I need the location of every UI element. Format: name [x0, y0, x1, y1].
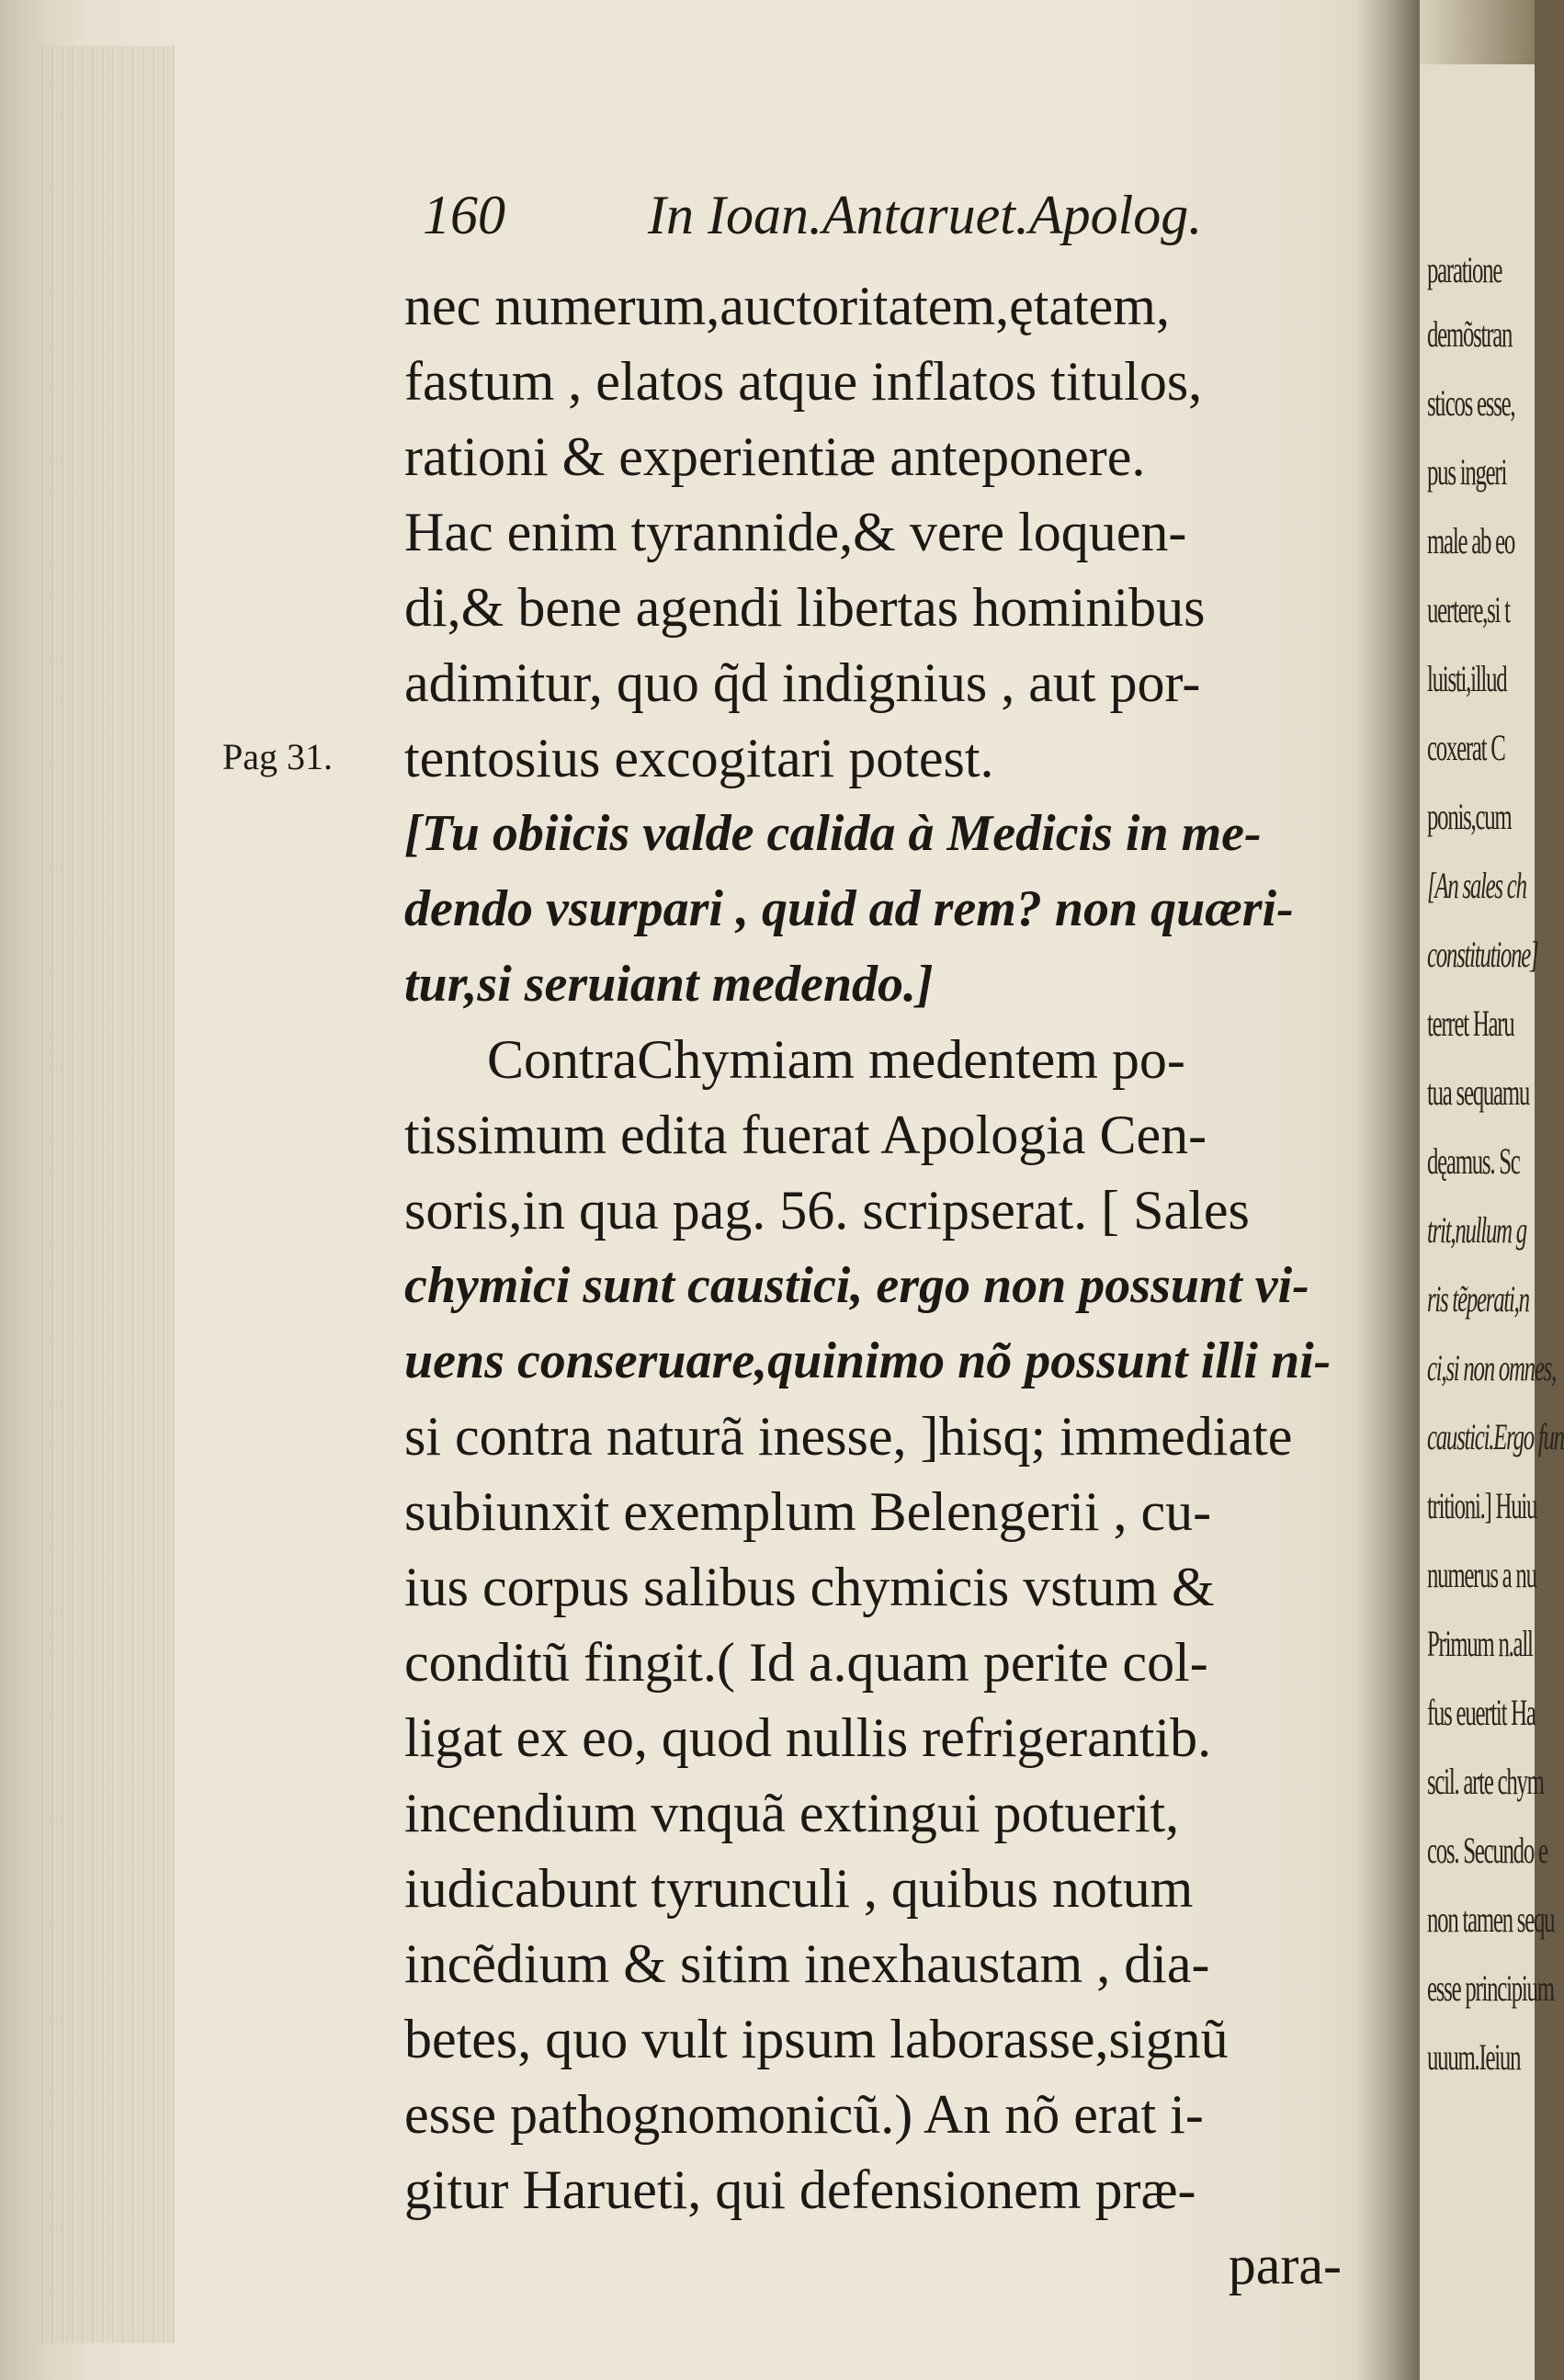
- facing-line: demõstran: [1427, 313, 1513, 355]
- running-title: In Ioan.Antaruet.Apolog.: [648, 185, 1203, 245]
- text-line: Hac enim tyrannide,& vere loquen-: [404, 502, 1187, 562]
- facing-line: numerus a nu: [1427, 1554, 1536, 1595]
- facing-line: [An sales ch: [1427, 865, 1526, 906]
- page-edges: [37, 46, 175, 2343]
- quoted-line: [Tu obiicis valde calida à Medicis in me-: [404, 805, 1262, 862]
- facing-line: uertere,si t: [1427, 589, 1510, 630]
- facing-line: dęamus. Sc: [1427, 1140, 1520, 1182]
- facing-line: trit,nullum g: [1427, 1209, 1526, 1251]
- page-number: 160: [423, 185, 505, 245]
- facing-line: ris tẽperati,n: [1427, 1278, 1529, 1320]
- facing-line: fus euertit Ha: [1427, 1692, 1536, 1733]
- margin-note: Pag 31.: [222, 736, 333, 777]
- facing-line: uuum.Ieiun: [1427, 2036, 1521, 2078]
- facing-line: pus ingeri: [1427, 451, 1507, 493]
- text-line: incendium vnquã extingui potuerit,: [404, 1783, 1180, 1843]
- text-line: iudicabunt tyrunculi , quibus notum: [404, 1858, 1194, 1919]
- facing-line: luisti,illud: [1427, 658, 1507, 699]
- facing-line: constitutione]: [1427, 934, 1538, 975]
- text-line: si contra naturã inesse, ]hisq; immediate: [404, 1406, 1293, 1467]
- facing-line: esse principium: [1427, 1967, 1554, 2009]
- text-line: conditũ fingit.( Id a.quam perite col-: [404, 1632, 1208, 1693]
- text-line: ius corpus salibus chymicis vstum &: [404, 1557, 1215, 1617]
- text-line: fastum , elatos atque inflatos titulos,: [404, 351, 1203, 412]
- facing-line: ci,si non omnes,: [1427, 1347, 1556, 1388]
- text-line: tentosius excogitari potest.: [404, 728, 994, 788]
- text-line: esse pathognomonicũ.) An nõ erat i-: [404, 2084, 1204, 2145]
- text-line: rationi & experientiæ anteponere.: [404, 426, 1146, 487]
- quoted-line: tur,si seruiant medendo.]: [404, 956, 934, 1013]
- text-line: ligat ex eo, quod nullis refrigerantib.: [404, 1707, 1212, 1768]
- quoted-line: chymici sunt caustici, ergo non possunt vi-: [404, 1257, 1309, 1314]
- body-text: [404, 268, 1360, 2303]
- facing-line: ponis,cum: [1427, 796, 1512, 837]
- paragraph-start-line: ContraChymiam medentem po-: [487, 1029, 1185, 1090]
- facing-line: coxerat C: [1427, 727, 1505, 768]
- quoted-line: dendo vsurpari , quid ad rem? non quæri-: [404, 880, 1294, 937]
- text-line: gitur Harueti, qui defensionem præ-: [404, 2159, 1196, 2220]
- text-line: nec numerum,auctoritatem,ętatem,: [404, 276, 1170, 336]
- facing-line: sticos esse,: [1427, 382, 1515, 424]
- facing-line: cos. Secundo e: [1427, 1830, 1547, 1871]
- facing-line: tritioni.] Huiu: [1427, 1485, 1537, 1526]
- text-line: tissimum edita fuerat Apologia Cen-: [404, 1105, 1207, 1165]
- text-line: soris,in qua pag. 56. scripserat. [ Sales: [404, 1180, 1250, 1241]
- text-line: di,& bene agendi libertas hominibus: [404, 577, 1206, 638]
- facing-line: scil. arte chym: [1427, 1761, 1544, 1802]
- facing-line: male ab eo: [1427, 520, 1515, 561]
- facing-line: Primum n.all: [1427, 1623, 1533, 1664]
- facing-page: [1420, 64, 1564, 2380]
- text-line: betes, quo vult ipsum laborasse,signũ: [404, 2009, 1229, 2069]
- text-line: incẽdium & sitim inexhaustam , dia-: [404, 1933, 1210, 1994]
- quoted-line: uens conseruare,quinimo nõ possunt illi ni-: [404, 1332, 1332, 1389]
- facing-line: non tamen sequ: [1427, 1898, 1555, 1940]
- facing-line: caustici.Ergo fun: [1427, 1416, 1564, 1457]
- facing-line: tua sequamu: [1427, 1071, 1530, 1113]
- text-line: subiunxit exemplum Belengerii , cu-: [404, 1481, 1212, 1542]
- text-line: adimitur, quo q̃d indignius , aut por-: [404, 652, 1201, 713]
- facing-line: terret Haru: [1427, 1003, 1514, 1044]
- book-gutter: [1355, 0, 1420, 2380]
- facing-line: paratione: [1427, 249, 1502, 290]
- catchword: para-: [1228, 2235, 1342, 2295]
